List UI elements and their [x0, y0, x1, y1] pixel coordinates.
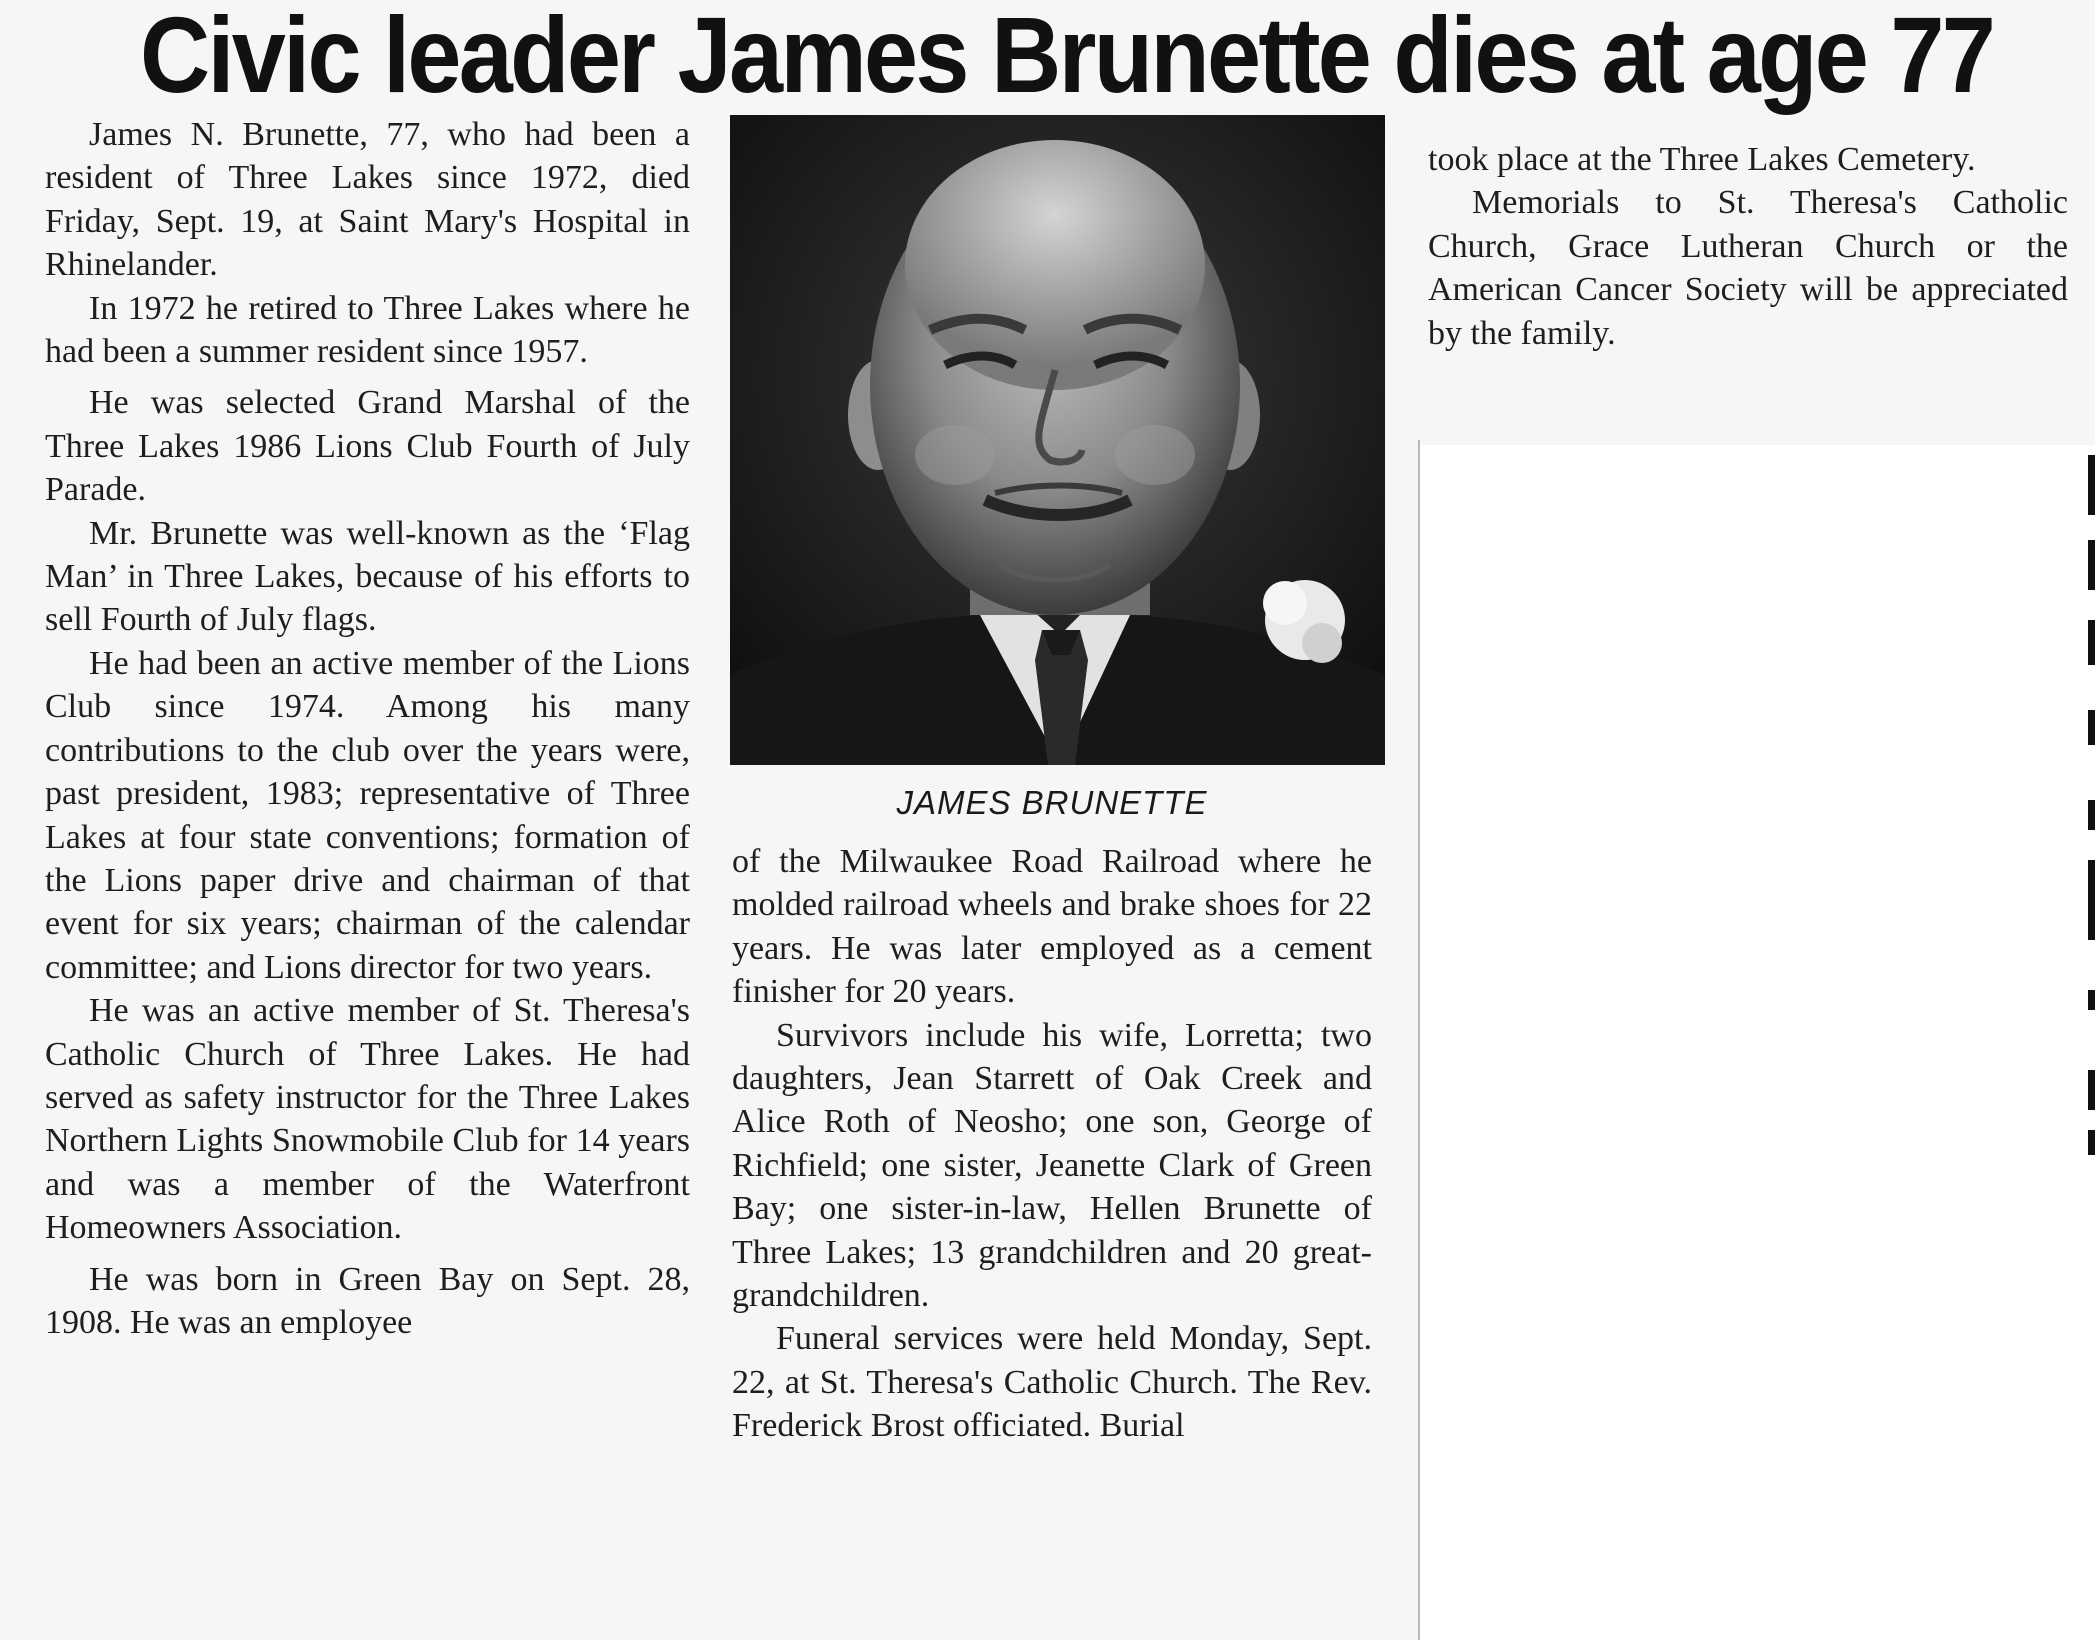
edge-mark	[2088, 860, 2095, 940]
photo-caption: JAMES BRUNETTE	[896, 784, 1208, 821]
column-3	[1428, 138, 2068, 355]
edge-mark	[2088, 620, 2095, 665]
edge-mark	[2088, 990, 2095, 1010]
column-1	[45, 113, 690, 1344]
portrait-photo-icon	[730, 115, 1385, 765]
paragraph: He was selected Grand Marshal of the Three Lakes 1986 Lions Club Fourth of July Parade.	[45, 384, 690, 509]
edge-mark	[2088, 710, 2095, 745]
paragraph: He was an active member of St. Theresa's Catholic Church of Three Lakes. He had served as safety instructor for the Three Lakes Northern Lights Snowmobile Club for 14 years and was a member of the Waterfront Homeowners Association.	[45, 992, 690, 1247]
paragraph: Mr. Brunette was well-known as the ‘Flag Man’ in Three Lakes, because of his efforts to sell Fourth of July flags.	[45, 514, 690, 639]
column-divider	[1418, 440, 1420, 1640]
paragraph: He had been an active member of the Lions Club since 1974. Among his many contributions to the club over the years were, past president, 1983; representative of Three Lakes at four state conventions; formation of the Lions paper drive and chairman of that event for six years; chairman of the calendar committee; and Lions director for two years.	[45, 644, 690, 986]
paragraph: Funeral services were held Monday, Sept. 22, at St. Theresa's Catholic Church. The Rev. Frederick Brost officiated. Burial	[732, 1320, 1372, 1445]
portrait-photo	[730, 115, 1385, 765]
column-2	[732, 840, 1372, 1448]
edge-mark	[2088, 455, 2095, 515]
paragraph: Memorials to St. Theresa's Catholic Church, Grace Lutheran Church or the American Cancer Society will be appreciated by the family.	[1428, 184, 2068, 352]
paragraph: He was born in Green Bay on Sept. 28, 1908. He was an employee	[45, 1260, 690, 1341]
paragraph: took place at the Three Lakes Cemetery.	[1428, 141, 1976, 178]
paragraph: In 1972 he retired to Three Lakes where he had been a summer resident since 1957.	[45, 289, 690, 371]
paragraph: Survivors include his wife, Lorretta; two daughters, Jean Starrett of Oak Creek and Alice Roth of Neosho; one son, George of Richfield; one sister, Jeanette Clark of Green Bay; one sister-in-law, Hellen Brunette of Three Lakes; 13 grandchildren and 20 great-grandchildren.	[732, 1016, 1372, 1315]
blank-page-area	[1420, 445, 2095, 1640]
edge-mark	[2088, 800, 2095, 830]
paragraph: James N. Brunette, 77, who had been a resident of Three Lakes since 1972, died Friday, Sept. 19, at Saint Mary's Hospital in Rhinelander.	[45, 116, 690, 284]
edge-mark	[2088, 1070, 2095, 1110]
paragraph: of the Milwaukee Road Railroad where he molded railroad wheels and brake shoes for 22 years. He was later employed as a cement finisher for 20 years.	[732, 843, 1372, 1011]
edge-mark	[2088, 540, 2095, 590]
headline: Civic leader James Brunette dies at age 77	[140, 0, 1994, 115]
edge-mark	[2088, 1130, 2095, 1155]
